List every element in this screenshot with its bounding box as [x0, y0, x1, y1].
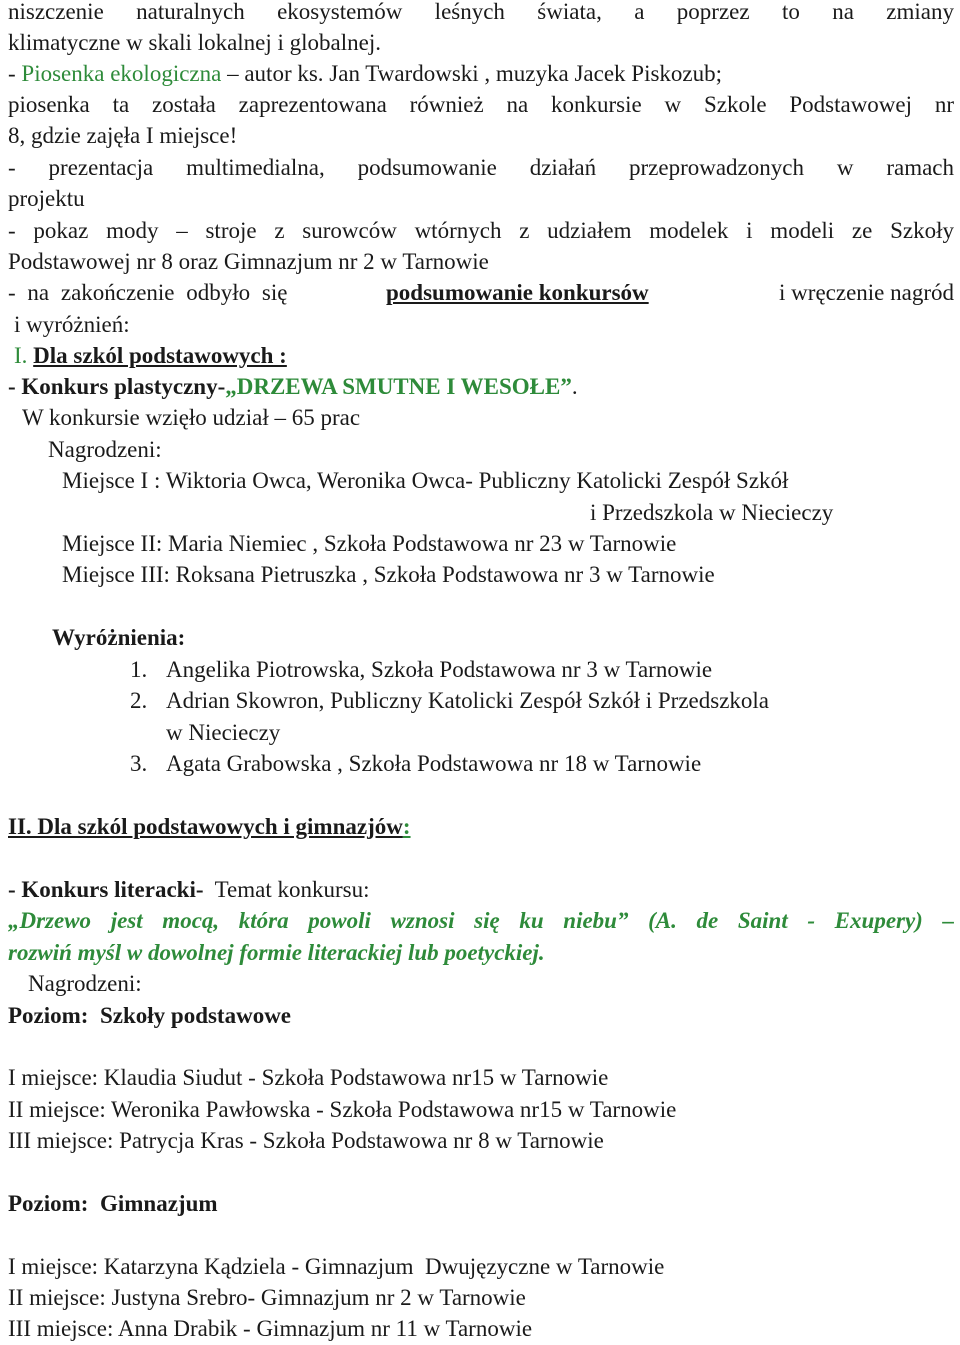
gymnasium-place-2: II miejsce: Justyna Srebro- Gimnazjum nr 2 w Tarnowie	[8, 1285, 526, 1310]
distinction-text: Adrian Skowron, Publiczny Katolicki Zespół Szkół i Przedszkola	[166, 688, 770, 713]
distinction-number: 1.	[130, 657, 148, 682]
primary-place-2: II miejsce: Weronika Pawłowska - Szkoła Podstawowa nr15 w Tarnowie	[8, 1097, 677, 1122]
song-title: Piosenka ekologiczna	[21, 61, 222, 86]
summary-text-end: i wręczenie nagród	[779, 280, 954, 305]
intro-line-5: 8, gdzie zajęła I miejsce!	[8, 123, 238, 148]
literary-contest-label: - Konkurs literacki-	[8, 877, 204, 902]
distinctions-heading: Wyróżnienia:	[52, 625, 186, 650]
song-dash: -	[8, 61, 22, 86]
literary-quote-line-1: „Drzewo jest mocą, która powoli wznosi się ku niebu” (A. de Saint - Exupery) –	[8, 908, 954, 933]
summary-line	[8, 279, 954, 307]
distinction-number: 2.	[130, 688, 148, 713]
intro-line-2: klimatyczne w skali lokalnej i globalnej.	[8, 30, 382, 55]
distinction-number: 3.	[130, 751, 148, 776]
intro-line-9: Podstawowej nr 8 oraz Gimnazjum nr 2 w Tarnowie	[8, 249, 489, 274]
primary-place-3: III miejsce: Patrycja Kras - Szkoła Podstawowa nr 8 w Tarnowie	[8, 1128, 604, 1153]
distinction-text: Angelika Piotrowska, Szkoła Podstawowa nr 3 w Tarnowie	[166, 657, 713, 682]
art-place-2: Miejsce II: Maria Niemiec , Szkoła Podstawowa nr 23 w Tarnowie	[62, 531, 677, 556]
art-contest-label: - Konkurs plastyczny-	[8, 374, 226, 399]
art-awarded-heading: Nagrodzeni:	[48, 437, 162, 462]
section2-heading	[8, 813, 411, 841]
level-gymnasium-heading: Poziom: Gimnazjum	[8, 1191, 218, 1216]
art-contest-dot: .	[571, 374, 578, 399]
art-entries: W konkursie wzięło udział – 65 prac	[22, 405, 361, 430]
gymnasium-place-1: I miejsce: Katarzyna Kądziela - Gimnazjum Dwujęzyczne w Tarnowie	[8, 1254, 665, 1279]
level-primary-heading: Poziom: Szkoły podstawowe	[8, 1003, 292, 1028]
literary-contest-topic: Temat konkursu:	[203, 877, 370, 902]
song-author: – autor ks. Jan Twardowski , muzyka Jacek Piskozub;	[221, 61, 723, 86]
distinction-item	[130, 687, 770, 715]
section1-title: Dla szkól podstawowych :	[33, 343, 287, 368]
gymnasium-place-3: III miejsce: Anna Drabik - Gimnazjum nr 11 w Tarnowie	[8, 1316, 533, 1341]
art-place-3: Miejsce III: Roksana Pietruszka , Szkoła Podstawowa nr 3 w Tarnowie	[62, 562, 715, 587]
primary-place-1: I miejsce: Klaudia Siudut - Szkoła Podstawowa nr15 w Tarnowie	[8, 1065, 609, 1090]
intro-line-1: niszczenie naturalnych ekosystemów leśnych świata, a poprzez to na zmiany	[8, 0, 954, 24]
section1-heading	[14, 342, 287, 370]
section1-number: I.	[14, 343, 28, 368]
section2-colon: :	[402, 814, 411, 839]
distinction-text-cont: w Niecieczy	[166, 720, 281, 745]
distinction-text: Agata Grabowska , Szkoła Podstawowa nr 18 w Tarnowie	[166, 751, 702, 776]
intro-line-7: projektu	[8, 186, 85, 211]
song-line	[8, 60, 722, 88]
literary-quote-line-2: rozwiń myśl w dowolnej formie literackiej lub poetyckiej.	[8, 940, 545, 965]
art-place-1-cont: i Przedszkola w Niecieczy	[590, 500, 834, 525]
intro-line-8: - pokaz mody – stroje z surowców wtórnych z udziałem modelek i modeli ze Szkoły	[8, 218, 954, 243]
distinction-item	[130, 750, 702, 778]
art-contest-name: „DRZEWA SMUTNE I WESOŁE”	[225, 374, 572, 399]
literary-contest-line	[8, 876, 369, 904]
section2-title: II. Dla szkól podstawowych i gimnazjów	[8, 814, 403, 839]
intro-line-4: piosenka ta została zaprezentowana również na konkursie w Szkole Podstawowej nr	[8, 92, 954, 117]
intro-line-11: i wyróżnień:	[14, 312, 130, 337]
summary-link-text: podsumowanie konkursów	[386, 280, 649, 305]
art-place-1: Miejsce I : Wiktoria Owca, Weronika Owca- Publiczny Katolicki Zespół Szkół	[62, 468, 789, 493]
distinction-item	[130, 656, 713, 684]
art-contest-line	[8, 373, 578, 401]
summary-text-start: - na zakończenie odbyło się	[8, 280, 288, 305]
literary-awarded-heading: Nagrodzeni:	[28, 971, 142, 996]
intro-line-6: - prezentacja multimedialna, podsumowanie działań przeprowadzonych w ramach	[8, 155, 954, 180]
